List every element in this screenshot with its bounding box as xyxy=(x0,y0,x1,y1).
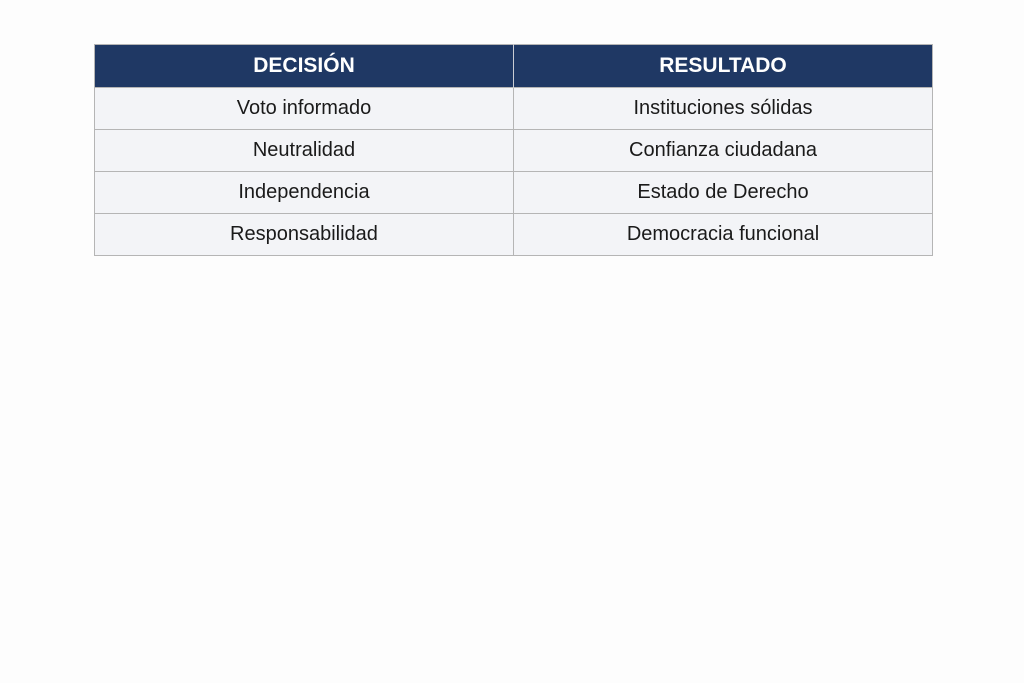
table-header-row xyxy=(95,45,933,88)
cell-decision: Independencia xyxy=(95,172,514,214)
cell-decision: Voto informado xyxy=(95,88,514,130)
decision-result-table-container xyxy=(94,44,933,256)
decision-result-table xyxy=(94,44,933,256)
cell-result: Democracia funcional xyxy=(514,214,933,256)
header-result: RESULTADO xyxy=(514,45,933,88)
cell-decision: Responsabilidad xyxy=(95,214,514,256)
cell-result: Confianza ciudadana xyxy=(514,130,933,172)
cell-result: Estado de Derecho xyxy=(514,172,933,214)
table-row xyxy=(95,130,933,172)
table-row xyxy=(95,214,933,256)
table-row xyxy=(95,88,933,130)
cell-result: Instituciones sólidas xyxy=(514,88,933,130)
cell-decision: Neutralidad xyxy=(95,130,514,172)
header-decision: DECISIÓN xyxy=(95,45,514,88)
table-row xyxy=(95,172,933,214)
